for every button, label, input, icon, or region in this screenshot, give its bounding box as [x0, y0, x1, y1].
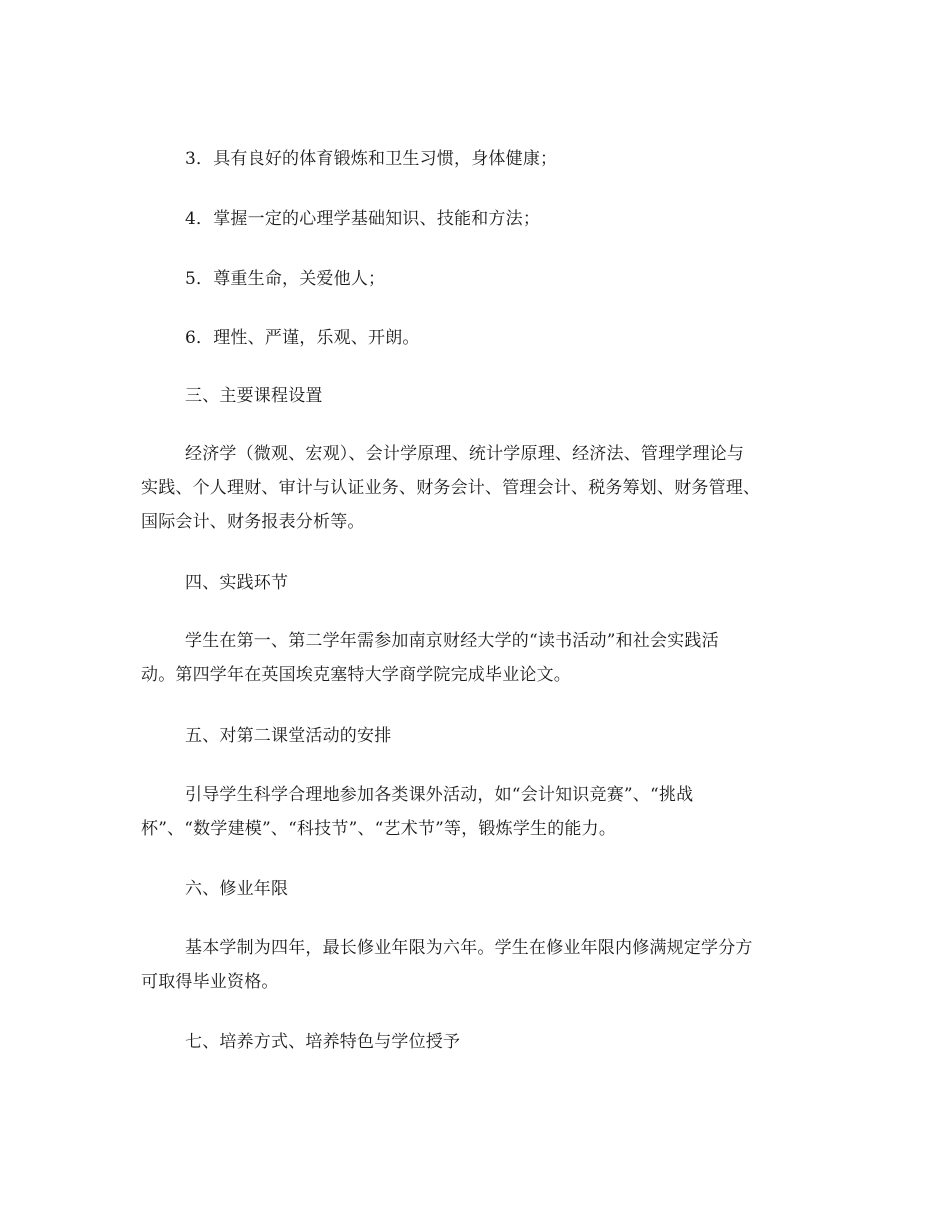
section-heading-practice: 四、实践环节: [185, 573, 289, 593]
paragraph-practice: [141, 624, 719, 692]
paragraph-extracurricular: [141, 778, 693, 846]
paragraph-line: 经济学（微观、宏观）、会计学原理、统计学原理、经济法、管理学理论与: [185, 444, 745, 464]
paragraph-line: 动。第四学年在英国埃克塞特大学商学院完成毕业论文。: [141, 665, 571, 685]
list-item-6: 6．理性、严谨，乐观、开朗。: [185, 328, 420, 348]
section-heading-courses: 三、主要课程设置: [185, 386, 323, 406]
section-heading-extracurricular: 五、对第二课堂活动的安排: [185, 726, 392, 746]
paragraph-line: 基本学制为四年，最长修业年限为六年。学生在修业年限内修满规定学分方: [185, 938, 753, 958]
list-item-5: 5．尊重生命，关爱他人；: [185, 269, 386, 289]
list-item-3: 3．具有良好的体育锻炼和卫生习惯，身体健康；: [185, 149, 558, 169]
paragraph-line: 国际会计、财务报表分析等。: [141, 512, 365, 532]
section-heading-duration: 六、修业年限: [185, 879, 289, 899]
paragraph-duration: [141, 931, 753, 999]
paragraph-courses: [141, 437, 760, 539]
section-heading-training: 七、培养方式、培养特色与学位授予: [185, 1032, 461, 1052]
paragraph-line: 引导学生科学合理地参加各类课外活动，如“会计知识竞赛”、“挑战: [185, 785, 694, 805]
paragraph-line: 可取得毕业资格。: [141, 972, 279, 992]
paragraph-line: 实践、个人理财、审计与认证业务、财务会计、管理会计、税务筹划、财务管理、: [141, 478, 761, 498]
paragraph-line: 杯”、“数学建模”、“科技节”、“艺术节”等，锻炼学生的能力。: [141, 819, 617, 839]
paragraph-line: 学生在第一、第二学年需参加南京财经大学的“读书活动”和社会实践活: [185, 631, 719, 651]
list-item-4: 4．掌握一定的心理学基础知识、技能和方法；: [185, 209, 541, 229]
